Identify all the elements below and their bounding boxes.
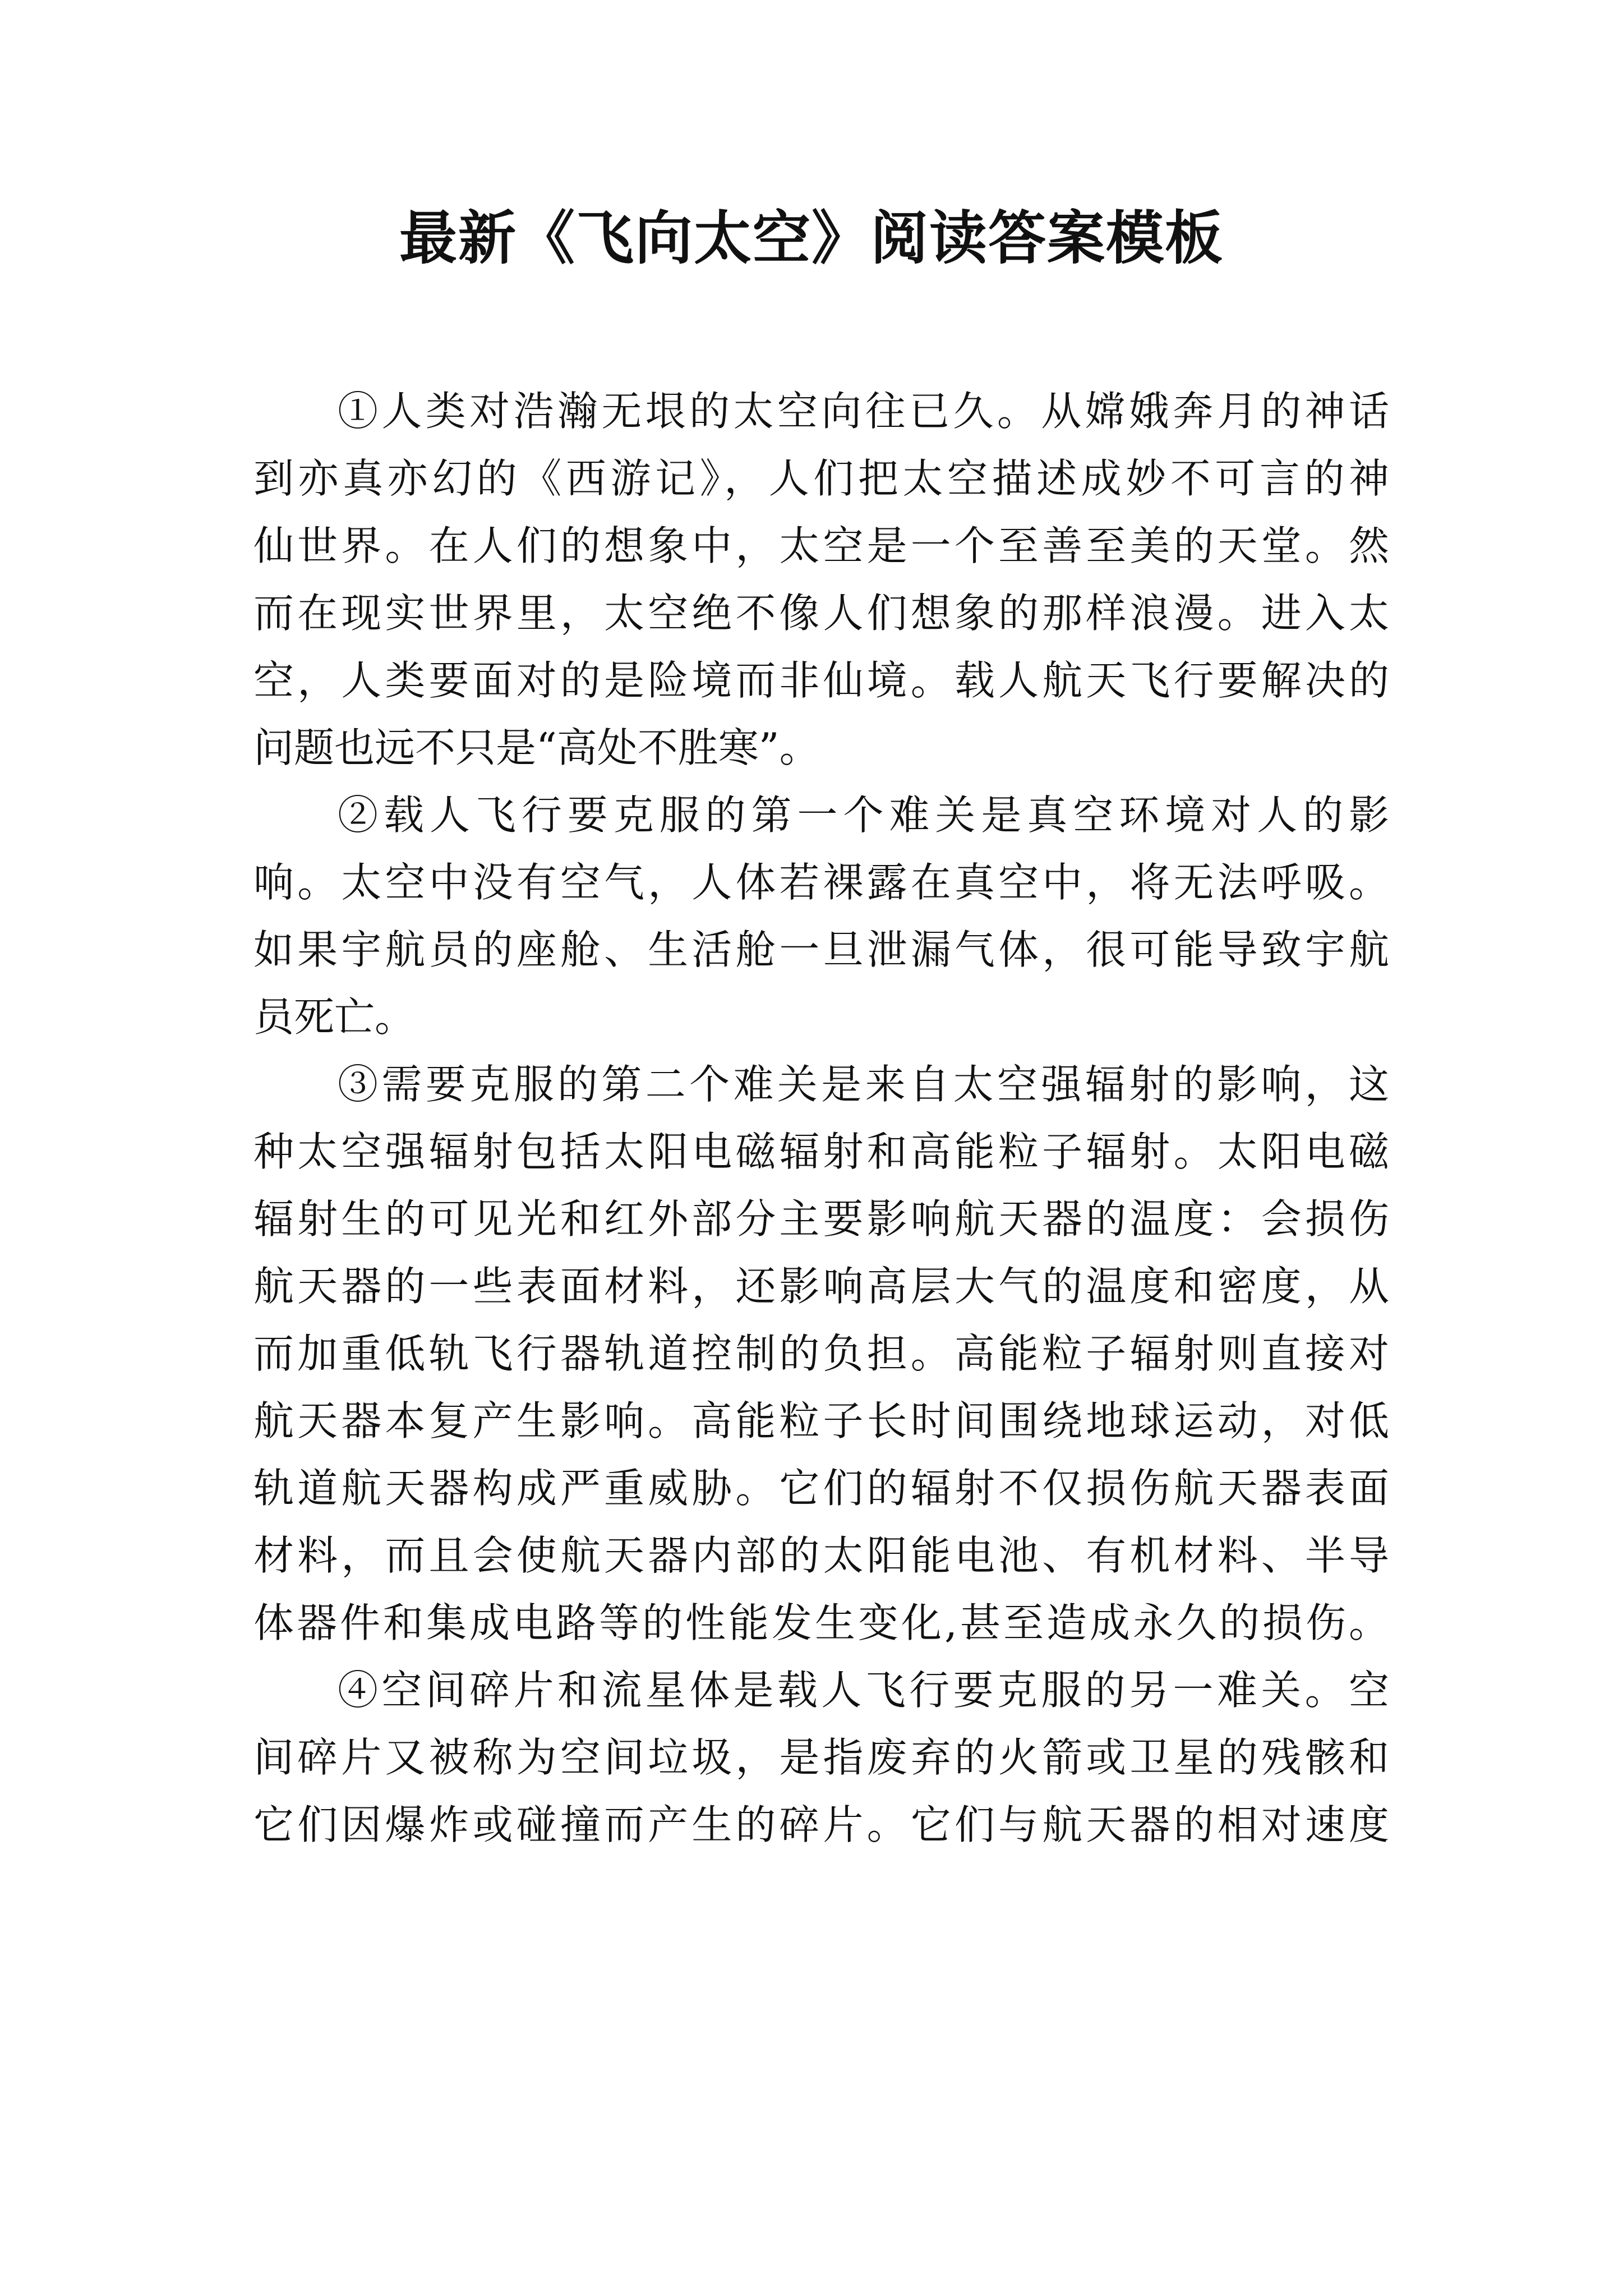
paragraph-1-line-4: 而在现实世界里，太空绝不像人们想象的那样浪漫。进入太 bbox=[253, 590, 1389, 637]
paragraph-1-line-6: 问题也远不只是“高处不胜寒”。 bbox=[253, 724, 820, 771]
paragraph-1-line-1: ①人类对浩瀚无垠的太空向往已久。从嫦娥奔月的神话 bbox=[338, 388, 1389, 435]
paragraph-3-line-8: 材料，而且会使航天器内部的太阳能电池、有机材料、半导 bbox=[253, 1532, 1389, 1579]
paragraph-4-line-2: 间碎片又被称为空间垃圾，是指废弃的火箭或卫星的残骸和 bbox=[253, 1734, 1389, 1781]
paragraph-1-line-2: 到亦真亦幻的《西游记》，人们把太空描述成妙不可言的神 bbox=[253, 455, 1389, 502]
paragraph-3-line-2: 种太空强辐射包括太阳电磁辐射和高能粒子辐射。太阳电磁 bbox=[253, 1128, 1389, 1175]
paragraph-2-line-4: 员死亡。 bbox=[253, 993, 416, 1041]
paragraph-1-line-3: 仙世界。在人们的想象中，太空是一个至善至美的天堂。然 bbox=[253, 522, 1389, 569]
paragraph-4-line-3: 它们因爆炸或碰撞而产生的碎片。它们与航天器的相对速度 bbox=[253, 1801, 1389, 1848]
document-title: 最新《飞向太空》阅读答案模板 bbox=[399, 204, 1224, 272]
paragraph-3-line-9: 体器件和集成电路等的性能发生变化,甚至造成永久的损伤。 bbox=[253, 1599, 1389, 1646]
paragraph-3-line-4: 航天器的一些表面材料，还影响高层大气的温度和密度，从 bbox=[253, 1263, 1389, 1310]
paragraph-1-line-5: 空，人类要面对的是险境而非仙境。载人航天飞行要解决的 bbox=[253, 657, 1389, 704]
paragraph-2-line-1: ②载人飞行要克服的第一个难关是真空环境对人的影 bbox=[338, 792, 1389, 839]
document-body bbox=[253, 378, 1389, 1858]
paragraph-3-line-3: 辐射生的可见光和红外部分主要影响航天器的温度：会损伤 bbox=[253, 1195, 1389, 1243]
paragraph-3-line-6: 航天器本复产生影响。高能粒子长时间围绕地球运动，对低 bbox=[253, 1397, 1389, 1444]
paragraph-3-line-5: 而加重低轨飞行器轨道控制的负担。高能粒子辐射则直接对 bbox=[253, 1330, 1389, 1377]
paragraph-2-line-3: 如果宇航员的座舱、生活舱一旦泄漏气体，很可能导致宇航 bbox=[253, 926, 1389, 973]
paragraph-2-line-2: 响。太空中没有空气，人体若裸露在真空中，将无法呼吸。 bbox=[253, 859, 1389, 906]
paragraph-3-line-7: 轨道航天器构成严重威胁。它们的辐射不仅损伤航天器表面 bbox=[253, 1465, 1389, 1512]
paragraph-3-line-1: ③需要克服的第二个难关是来自太空强辐射的影响，这 bbox=[338, 1061, 1389, 1108]
paragraph-4-line-1: ④空间碎片和流星体是载人飞行要克服的另一难关。空 bbox=[338, 1667, 1389, 1714]
